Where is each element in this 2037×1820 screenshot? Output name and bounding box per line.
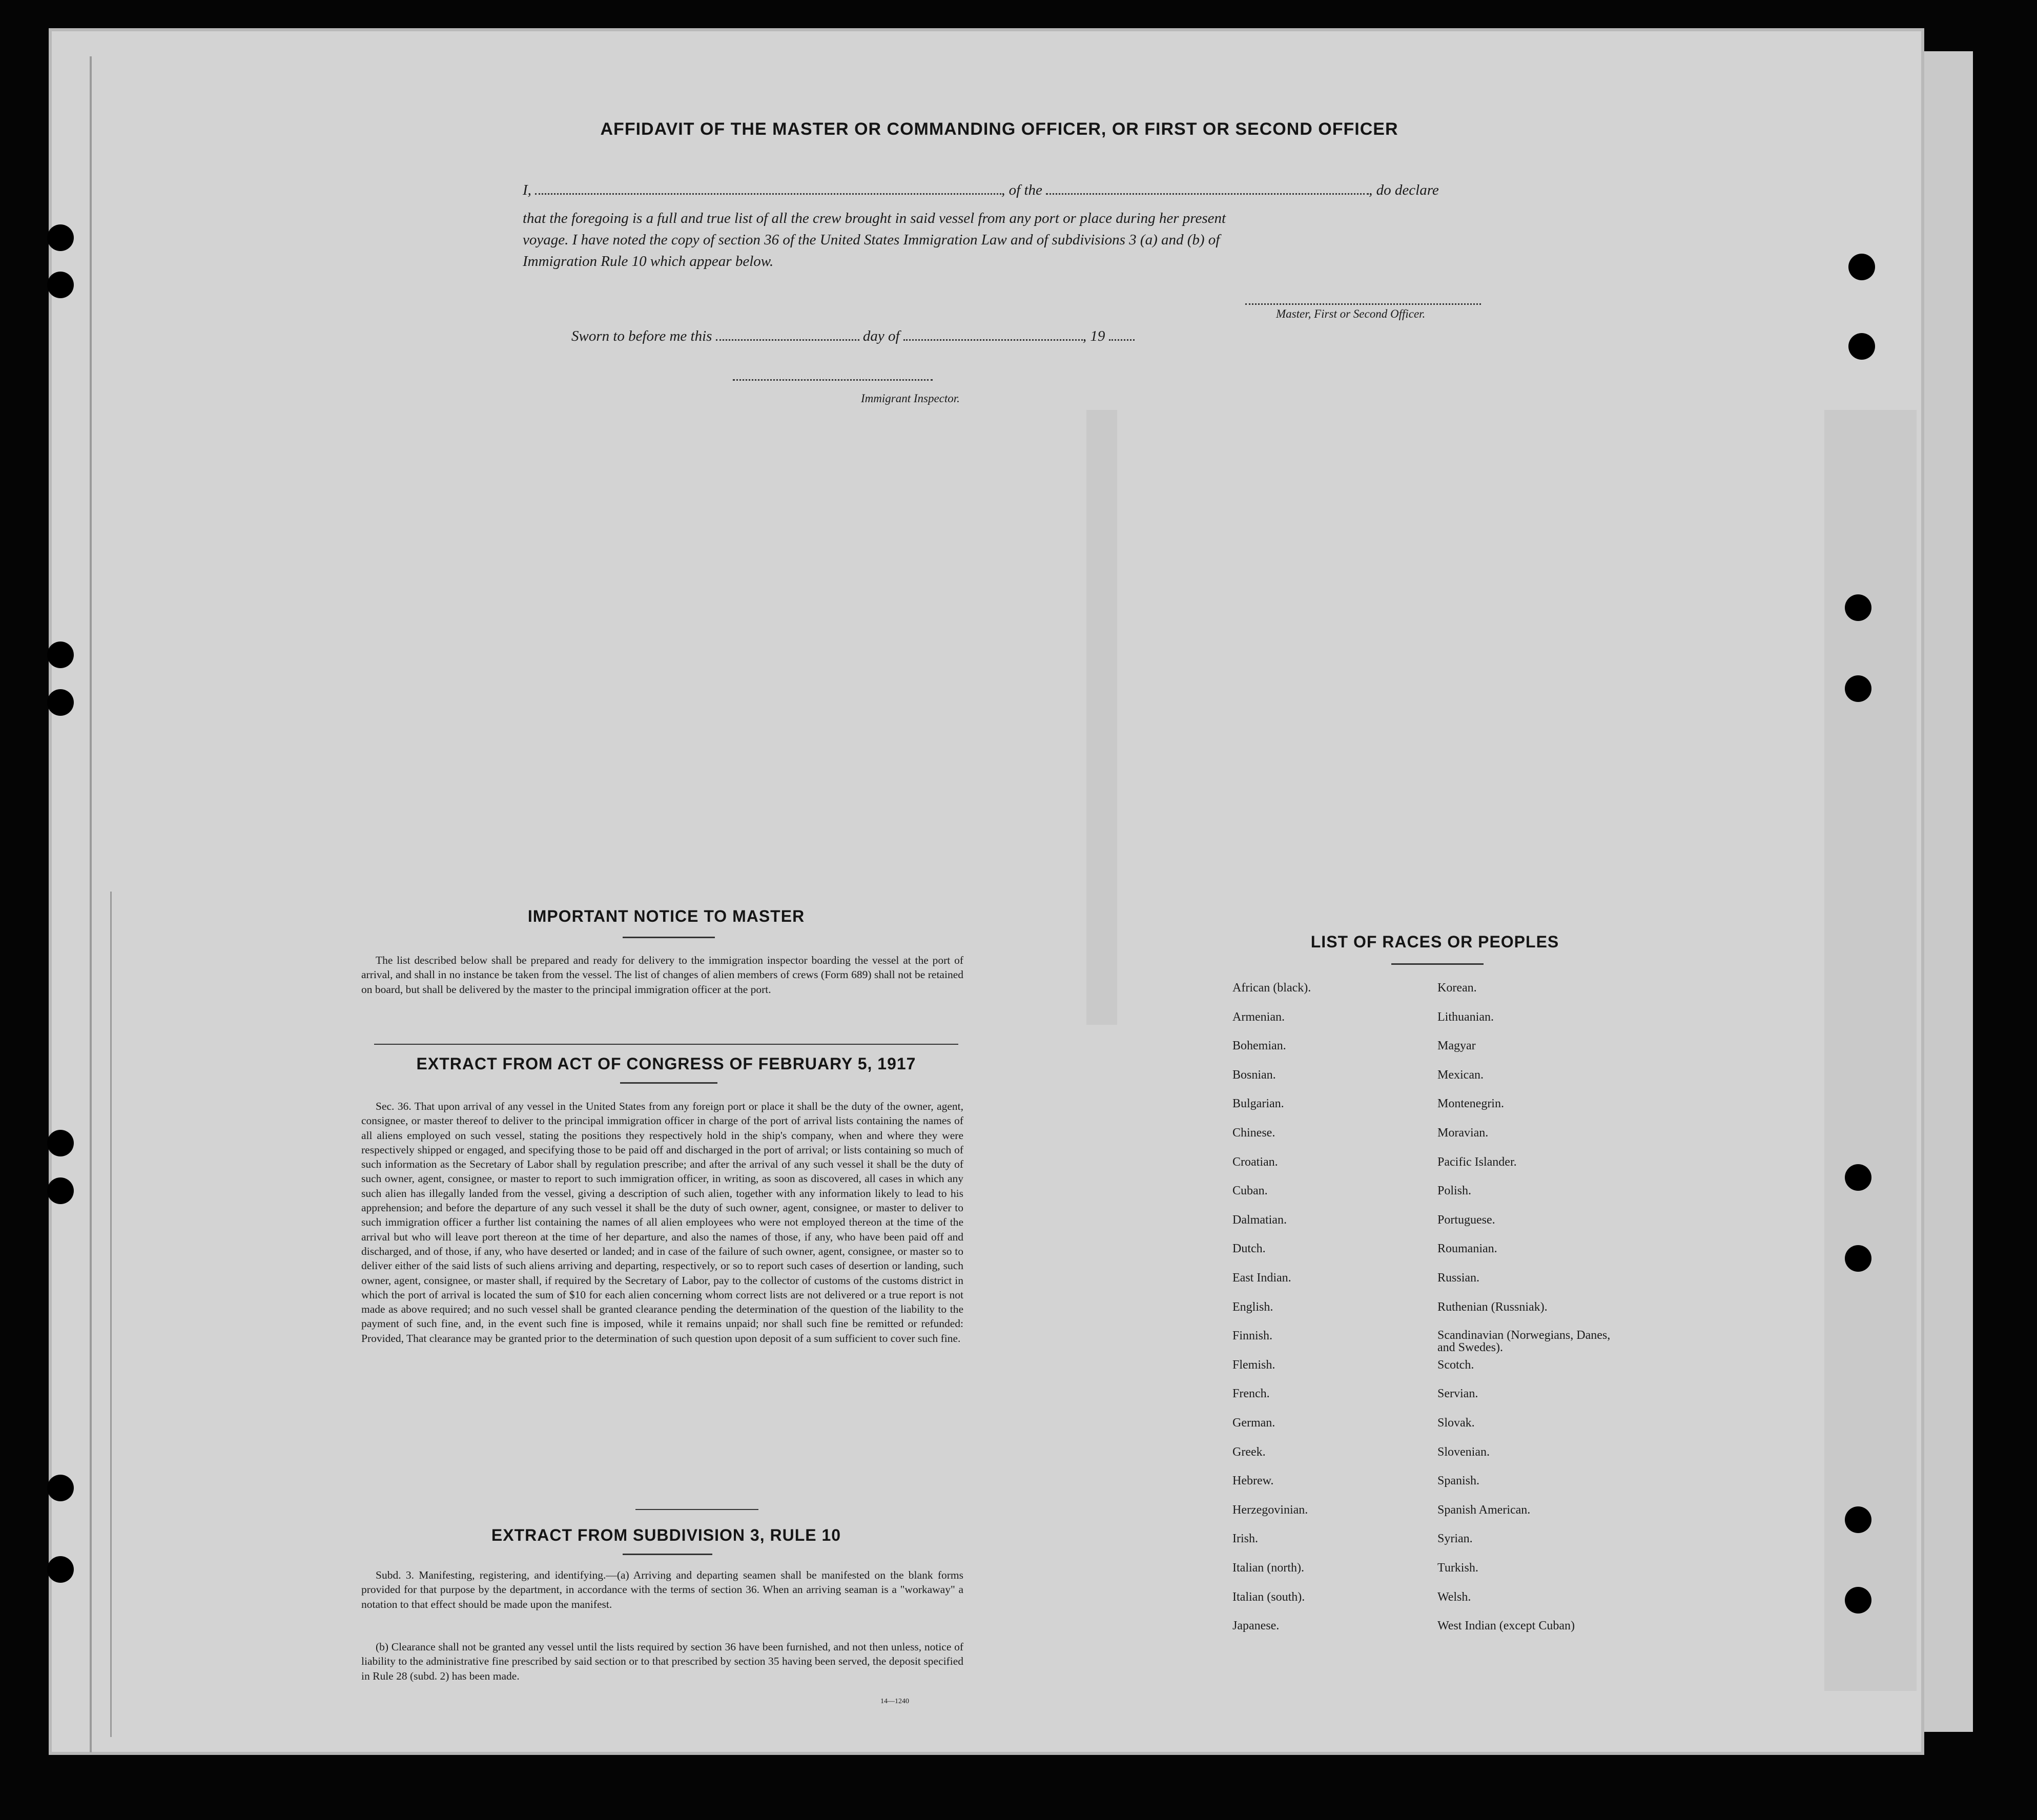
- race-item: Scandinavian (Norwegians, Danes, and Swedes).: [1437, 1329, 1611, 1355]
- affidavit-declare: , do declare: [1369, 182, 1439, 198]
- affidavit-declaration-line: [523, 182, 1439, 199]
- rule-extract-text-a: Subd. 3. Manifesting, registering, and identifying.—(a) Arriving and departing seamen shall be manifested on the blank forms provided for that purpose by the department, in accordance with the terms of section 36. When an arriving seaman is a "workaway" a notation to that effect should be made upon the manifest.: [361, 1569, 963, 1610]
- race-item: Cuban.: [1232, 1184, 1268, 1198]
- affidavit-line-4: Immigration Rule 10 which appear below.: [523, 253, 774, 270]
- race-item: Montenegrin.: [1437, 1097, 1504, 1111]
- notice-text: The list described below shall be prepared and ready for delivery to the immigration inspector boarding the vessel at the port of arrival, and shall in no instance be taken from the vessel. The list of changes of alien members of crews (Form 689) shall not be retained on board, but shall be delivered by the master to the principal immigration officer at the port.: [361, 954, 963, 996]
- race-item: Lithuanian.: [1437, 1010, 1494, 1024]
- race-item: Finnish.: [1232, 1329, 1273, 1343]
- binder-hole: [1848, 333, 1875, 360]
- sworn-year-field[interactable]: [1109, 330, 1135, 341]
- master-signature-label: Master, First or Second Officer.: [1276, 307, 1426, 320]
- race-item: Chinese.: [1232, 1126, 1275, 1140]
- race-item: Scotch.: [1437, 1358, 1474, 1372]
- affidavit-line-3: voyage. I have noted the copy of section 36 of the United States Immigration Law and of subdivisions 3 (a) and (b) of: [523, 232, 1220, 248]
- race-item: Roumanian.: [1437, 1242, 1497, 1256]
- binder-hole: [1845, 1506, 1871, 1533]
- race-item: Herzegovinian.: [1232, 1503, 1308, 1517]
- binder-hole: [47, 689, 74, 716]
- race-item: West Indian (except Cuban): [1437, 1619, 1575, 1633]
- race-item: English.: [1232, 1300, 1273, 1314]
- rule-extract-text-b: (b) Clearance shall not be granted any vessel until the lists required by section 36 have been furnished, and not then unless, notice of liability to the administrative fine prescribed by said section or to that prescribed by section 35 having been served, the deposit specified in Rule 28 (subd. 2) has been made.: [361, 1641, 963, 1682]
- binder-hole: [1845, 594, 1871, 621]
- race-item: Syrian.: [1437, 1532, 1473, 1546]
- binder-hole: [1845, 1245, 1871, 1272]
- race-item: Italian (north).: [1232, 1561, 1304, 1575]
- races-title-rule: [1391, 963, 1484, 965]
- document-page: [49, 28, 1924, 1755]
- race-item: Hebrew.: [1232, 1474, 1274, 1488]
- race-item: Dalmatian.: [1232, 1213, 1287, 1227]
- race-item: Magyar: [1437, 1039, 1476, 1053]
- race-item: Polish.: [1437, 1184, 1472, 1198]
- binder-hole: [47, 1130, 74, 1156]
- affidavit-line-2: that the foregoing is a full and true list of all the crew brought in said vessel from any port or place during her present: [523, 210, 1226, 226]
- master-signature-field[interactable]: [1245, 302, 1481, 305]
- race-item: Irish.: [1232, 1532, 1258, 1546]
- officer-name-field[interactable]: [535, 184, 1001, 195]
- race-item: Slovenian.: [1437, 1445, 1490, 1459]
- race-item: Armenian.: [1232, 1010, 1285, 1024]
- act-extract-text: Sec. 36. That upon arrival of any vessel in the United States from any foreign port or place it shall be the duty of the owner, agent, consignee, or master thereof to deliver to the principal immigration officer in charge of the port of arrival lists containing the names of all aliens employed on such vessel, stating the positions they respectively hold in the ship's company, when and where they were respectively shipped or engaged, and specifying those to be paid off and discharged in the port of arrival; or lists containing so much of such information as the Secretary of Labor shall by regulation prescribe; and after the arrival of any such vessel it shall be the duty of such owner, agent, consignee, or master to report to such immigration officer, in writing, as soon as discovered, all cases in which any such alien has illegally landed from the vessel, giving a description of such alien, together with any information likely to lead to his apprehension; and before the departure of any such vessel it shall be the duty of such owner, agent, consignee, or master to deliver to such immigration officer a further list containing the names of all alien employees who were not employed thereon at the time of the arrival but who will leave port thereon at the time of her departure, and also the names of those, if any, who have been paid off and discharged, and of those, if any, who have deserted or landed; and in case of the failure of such owner, agent, consignee, or master so to deliver either of the said lists of such aliens arriving and departing, respectively, or so to report such cases of desertion or landing, such owner, agent, consignee, or master shall, if required by the Secretary of Labor, pay to the collector of customs of the customs district in which the port of arrival is located the sum of $10 for each alien concerning whom correct lists are not delivered or a true report is not made as above required; and no such vessel shall be granted clearance pending the determination of the question of the liability to the payment of such fine, and, in the event such fine is imposed, while it remains unpaid; nor shall such fine be remitted or refunded: Provided, That clearance may be granted prior to the determination of such question upon deposit of a sum sufficient to cover such fine.: [361, 1100, 963, 1345]
- race-item: Spanish American.: [1437, 1503, 1531, 1517]
- race-item: Portuguese.: [1437, 1213, 1495, 1227]
- binder-hole: [47, 1177, 74, 1204]
- race-item: Welsh.: [1437, 1590, 1471, 1604]
- race-item: Ruthenian (Russniak).: [1437, 1300, 1548, 1314]
- binder-hole: [47, 224, 74, 251]
- notice-divider: [374, 1044, 958, 1045]
- inspector-signature-label: Immigrant Inspector.: [861, 392, 960, 405]
- race-item: Slovak.: [1437, 1416, 1475, 1430]
- act-extract-title: EXTRACT FROM ACT OF CONGRESS OF FEBRUARY 5, 1917: [416, 1054, 916, 1073]
- race-item: Bohemian.: [1232, 1039, 1286, 1053]
- sworn-prefix: Sworn to before me this: [571, 328, 712, 344]
- sworn-line: [571, 328, 1135, 345]
- binder-hole: [47, 642, 74, 668]
- race-item: Dutch.: [1232, 1242, 1266, 1256]
- rule-extract-title: EXTRACT FROM SUBDIVISION 3, RULE 10: [491, 1526, 841, 1544]
- race-item: Italian (south).: [1232, 1590, 1305, 1604]
- form-number: 14—1240: [880, 1698, 909, 1705]
- rule-title-rule: [623, 1554, 712, 1555]
- binder-hole: [1848, 254, 1875, 280]
- binder-hole: [47, 272, 74, 298]
- race-item: Pacific Islander.: [1437, 1155, 1517, 1169]
- notice-title-rule: [623, 937, 715, 938]
- race-item: Greek.: [1232, 1445, 1266, 1459]
- race-item: Flemish.: [1232, 1358, 1275, 1372]
- race-item: Turkish.: [1437, 1561, 1478, 1575]
- race-item: Mexican.: [1437, 1068, 1484, 1082]
- race-item: Korean.: [1437, 981, 1477, 995]
- race-item: African (black).: [1232, 981, 1311, 995]
- race-item: Russian.: [1437, 1271, 1480, 1285]
- sworn-year: , 19: [1082, 328, 1105, 344]
- sworn-day-of: day of: [862, 328, 900, 344]
- race-item: Moravian.: [1437, 1126, 1489, 1140]
- race-item: East Indian.: [1232, 1271, 1291, 1285]
- race-item: Spanish.: [1437, 1474, 1480, 1488]
- race-item: Japanese.: [1232, 1619, 1280, 1633]
- sworn-day-field[interactable]: [716, 330, 859, 341]
- affidavit-i: I,: [523, 182, 531, 198]
- sworn-month-field[interactable]: [903, 330, 1083, 341]
- binder-hole: [1845, 1587, 1871, 1614]
- race-item: Croatian.: [1232, 1155, 1278, 1169]
- vessel-name-field[interactable]: [1046, 184, 1369, 195]
- inspector-signature-field[interactable]: [733, 378, 933, 381]
- race-item: Bosnian.: [1232, 1068, 1276, 1082]
- affidavit-of-the: , of the: [1001, 182, 1042, 198]
- binder-hole: [47, 1475, 74, 1501]
- binder-hole: [1845, 675, 1871, 702]
- act-title-rule: [620, 1082, 717, 1084]
- races-title: LIST OF RACES OR PEOPLES: [1310, 933, 1559, 951]
- race-item: Servian.: [1437, 1387, 1478, 1401]
- race-item: Bulgarian.: [1232, 1097, 1284, 1111]
- affidavit-title: AFFIDAVIT OF THE MASTER OR COMMANDING OFFICER, OR FIRST OR SECOND OFFICER: [600, 119, 1398, 139]
- page-edge-left-2: [110, 892, 112, 1737]
- binder-hole: [1845, 1164, 1871, 1191]
- binder-hole: [47, 1556, 74, 1583]
- bleed-through-column: [1086, 410, 1117, 1025]
- act-divider: [635, 1509, 758, 1510]
- race-item: German.: [1232, 1416, 1275, 1430]
- page-edge-left: [90, 56, 92, 1752]
- notice-title: IMPORTANT NOTICE TO MASTER: [527, 907, 805, 925]
- race-item: French.: [1232, 1387, 1270, 1401]
